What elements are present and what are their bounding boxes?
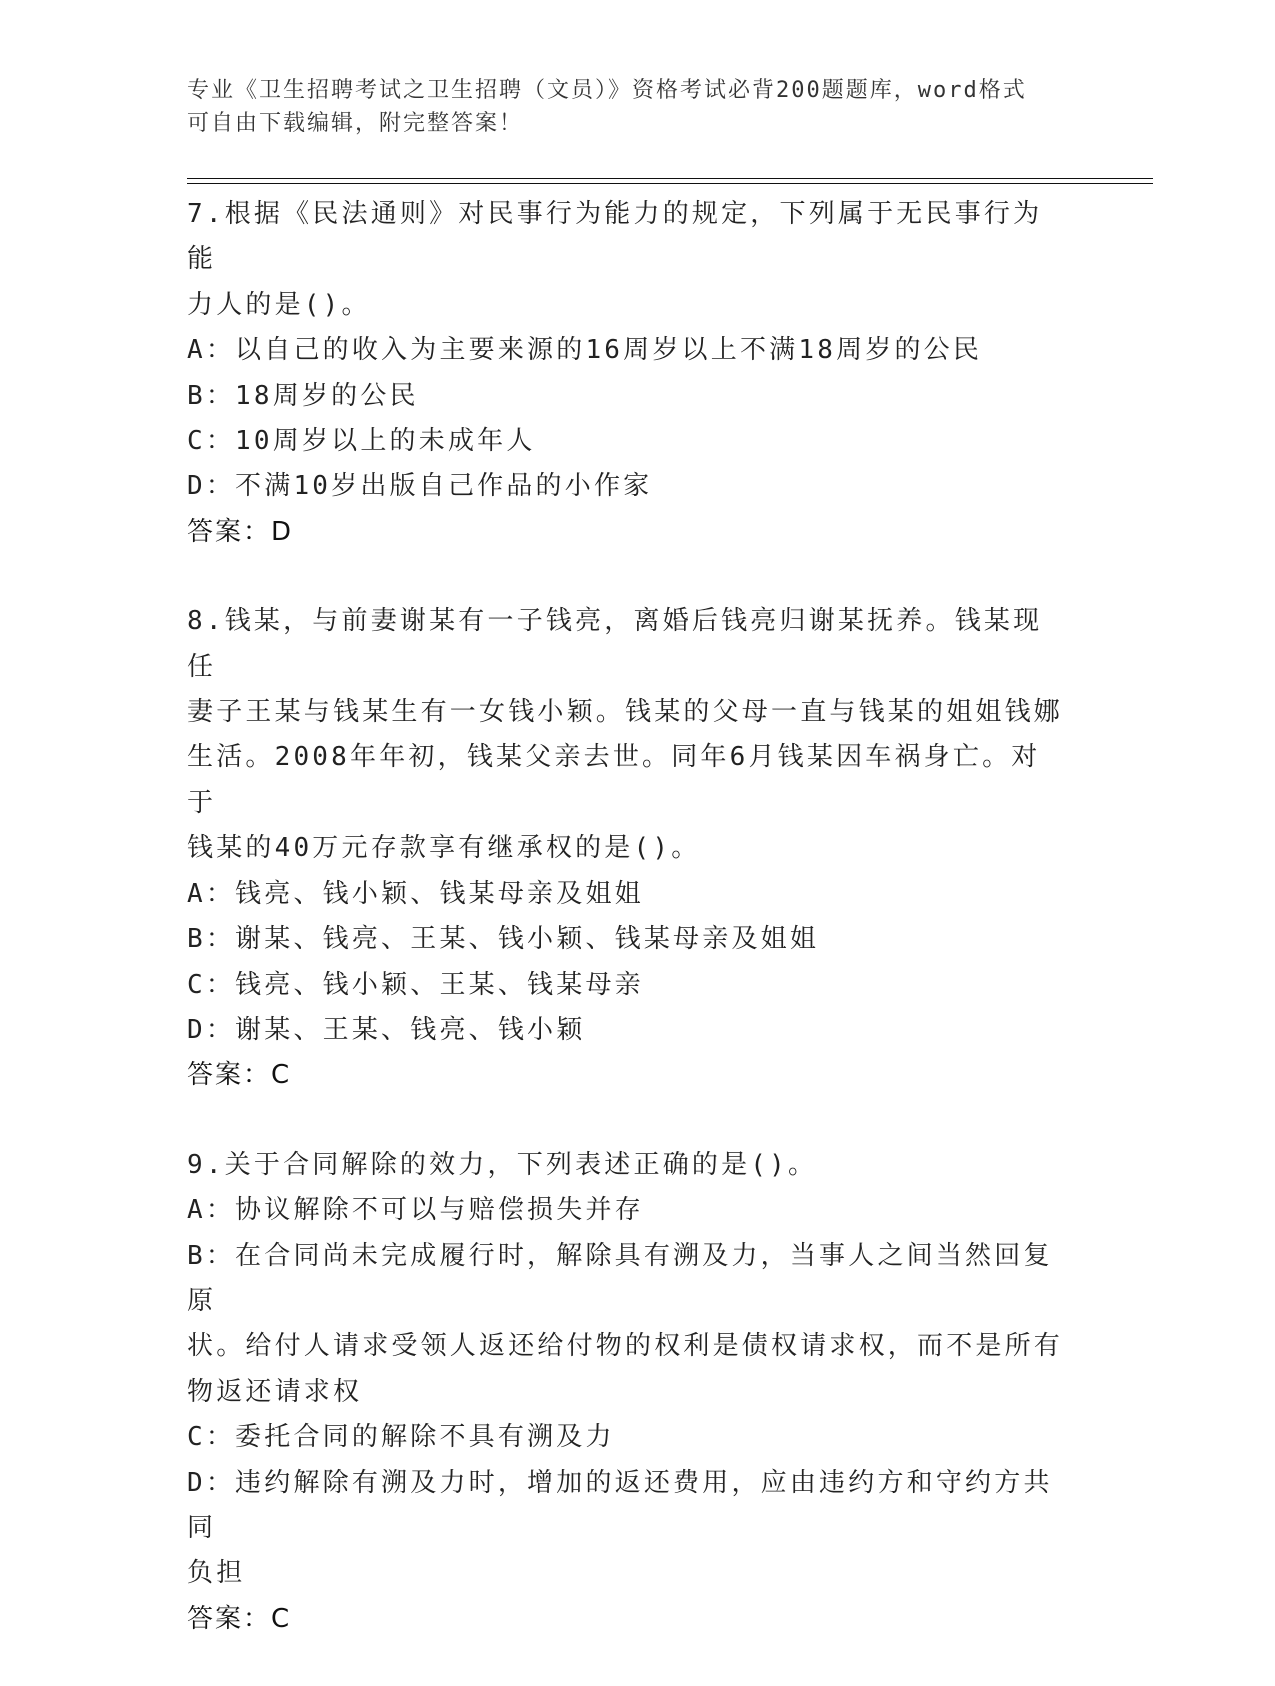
option-d: D：谢某、王某、钱亮、钱小颖 (187, 1014, 586, 1045)
option-a: A：钱亮、钱小颖、钱某母亲及姐姐 (187, 878, 644, 909)
question-stem-line: 7.根据《民法通则》对民事行为能力的规定，下列属于无民事行为能 (187, 199, 1043, 275)
question-9 (187, 1143, 1067, 1642)
option-a: A：协议解除不可以与赔偿损失并存 (187, 1195, 644, 1226)
option-b: B：谢某、钱亮、王某、钱小颖、钱某母亲及姐姐 (187, 924, 820, 955)
option-b-continued: 状。给付人请求受领人返还给付物的权利是债权请求权，而不是所有 (187, 1331, 1064, 1362)
option-b-continued: 物返还请求权 (187, 1376, 363, 1407)
document-header (187, 74, 1067, 140)
question-stem-line: 生活。2008年年初，钱某父亲去世。同年6月钱某因车祸身亡。对于 (187, 742, 1041, 818)
header-line-1: 专业《卫生招聘考试之卫生招聘（文员）》资格考试必背200题题库，word格式 (187, 78, 1027, 103)
question-list (187, 192, 1067, 1686)
option-b: B：18周岁的公民 (187, 380, 419, 411)
header-divider-top (187, 178, 1153, 179)
header-line-2: 可自由下载编辑，附完整答案！ (187, 111, 524, 136)
option-c: C：10周岁以上的未成年人 (187, 426, 536, 457)
option-d-continued: 负担 (187, 1558, 246, 1589)
option-d: D：违约解除有溯及力时，增加的返还费用，应由违约方和守约方共同 (187, 1467, 1053, 1543)
option-d: D：不满10岁出版自己作品的小作家 (187, 471, 653, 502)
option-c: C：委托合同的解除不具有溯及力 (187, 1422, 615, 1453)
answer-label: 答案：D (187, 516, 294, 547)
option-c: C：钱亮、钱小颖、王某、钱某母亲 (187, 969, 644, 1000)
question-stem-line: 钱某的40万元存款享有继承权的是()。 (187, 833, 701, 864)
answer-label: 答案：C (187, 1060, 292, 1091)
option-a: A：以自己的收入为主要来源的16周岁以上不满18周岁的公民 (187, 335, 983, 366)
header-divider-bottom (187, 183, 1153, 184)
question-8 (187, 599, 1067, 1098)
option-b: B：在合同尚未完成履行时，解除具有溯及力，当事人之间当然回复原 (187, 1240, 1053, 1316)
question-stem-line: 力人的是()。 (187, 289, 371, 320)
answer-label: 答案：C (187, 1603, 292, 1634)
question-stem-line: 9.关于合同解除的效力，下列表述正确的是()。 (187, 1149, 818, 1180)
question-stem-line: 8.钱某，与前妻谢某有一子钱亮，离婚后钱亮归谢某抚养。钱某现任 (187, 606, 1043, 682)
question-7 (187, 192, 1067, 555)
question-stem-line: 妻子王某与钱某生有一女钱小颖。钱某的父母一直与钱某的姐姐钱娜 (187, 697, 1064, 728)
